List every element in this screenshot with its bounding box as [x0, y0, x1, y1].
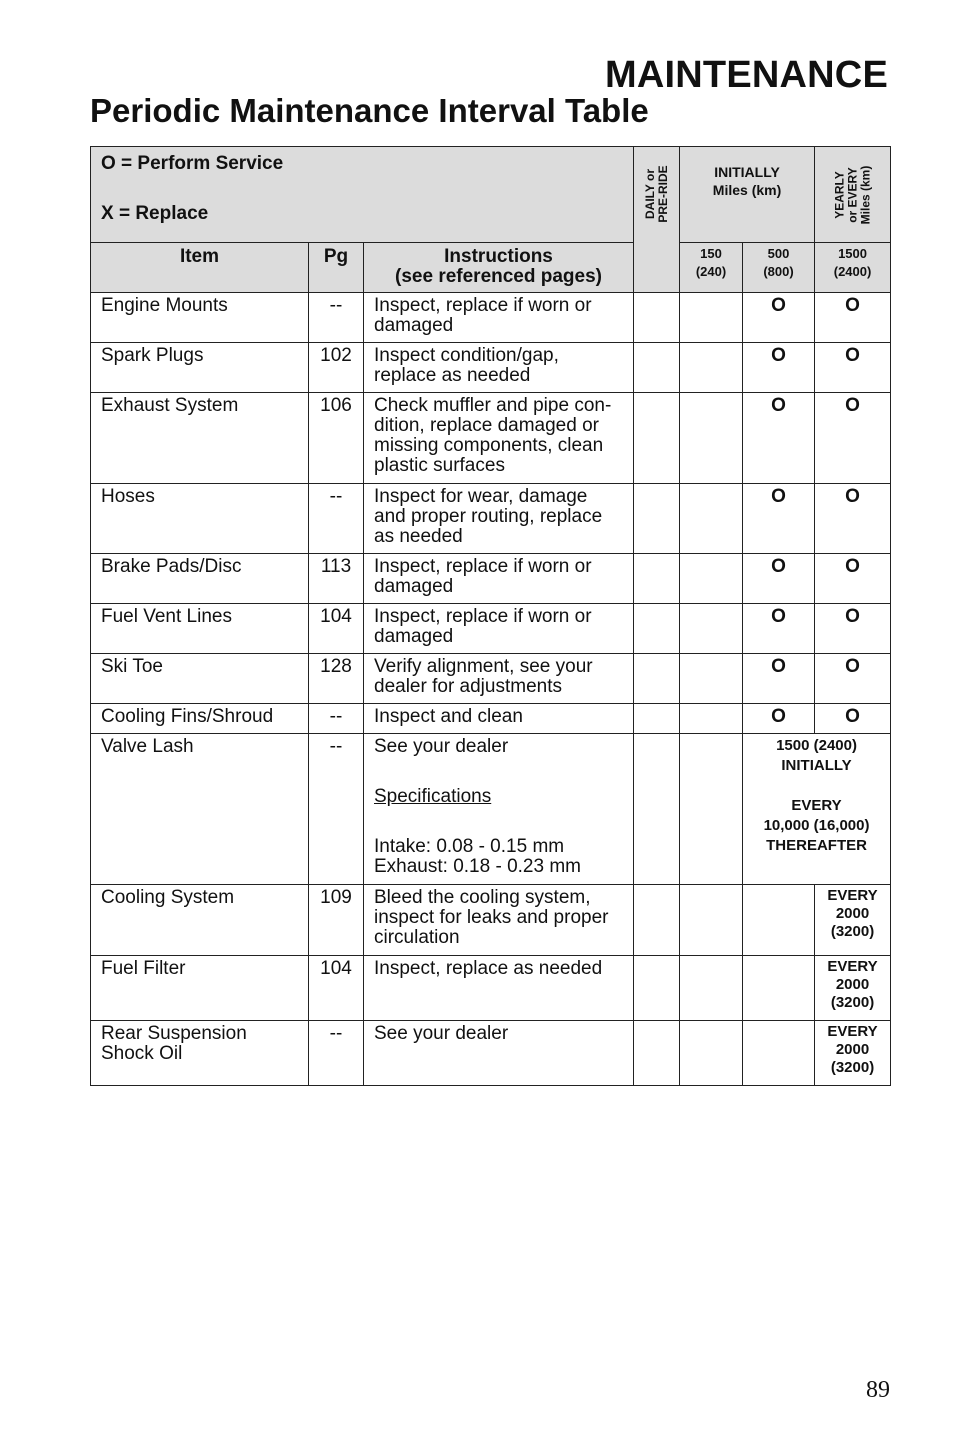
note-line: EVERY: [827, 1023, 878, 1040]
interval-150-cell: [680, 1021, 743, 1086]
yearly-mark: O: [815, 704, 891, 734]
note-line: (3200): [830, 923, 875, 940]
instruction-line: Verify alignment, see your: [374, 656, 593, 677]
pg-cell: 128: [309, 654, 364, 704]
item-line: Rear Suspension: [101, 1023, 247, 1044]
note-line: INITIALLY: [781, 757, 852, 774]
interval-150-cell: [680, 604, 743, 654]
yearly-note: [815, 956, 891, 1021]
interval-150-header: [680, 243, 743, 293]
instruction-line: as needed: [374, 526, 463, 547]
instruction-line: damaged: [374, 576, 454, 597]
item-cell: Exhaust System: [91, 393, 309, 484]
spec-intake: Intake: 0.08 - 0.15 mm: [374, 836, 565, 857]
instructions-cell: [364, 704, 634, 734]
instructions-cell: [364, 393, 634, 484]
instructions-header-line2: (see referenced pages): [395, 266, 603, 287]
pg-cell: 102: [309, 343, 364, 393]
interval-500-mark: O: [743, 554, 815, 604]
note-line: (3200): [830, 994, 875, 1011]
yearly-header-line1: YEARLY: [832, 171, 847, 219]
interval-150-cell: [680, 704, 743, 734]
instructions-cell: [364, 343, 634, 393]
daily-cell: [634, 734, 680, 885]
instruction-line: replace as needed: [374, 365, 531, 386]
interval-500-mark: O: [743, 604, 815, 654]
initially-header-line1: INITIALLY: [714, 164, 780, 180]
interval-500-mark: O: [743, 704, 815, 734]
instruction-line: dition, replace damaged or: [374, 415, 599, 436]
daily-cell: [634, 654, 680, 704]
interval-150-cell: [680, 956, 743, 1021]
yearly-note: [815, 885, 891, 956]
instruction-line: missing components, clean: [374, 435, 604, 456]
interval-150-cell: [680, 734, 743, 885]
table-row: [91, 1021, 891, 1086]
instructions-cell: [364, 885, 634, 956]
yearly-mark: O: [815, 554, 891, 604]
interval-150-cell: [680, 885, 743, 956]
table-row: [91, 704, 891, 734]
note-line: 2000: [835, 1041, 870, 1058]
daily-cell: [634, 293, 680, 343]
instructions-cell: [364, 734, 634, 885]
daily-cell: [634, 1021, 680, 1086]
interval-500-mark: O: [743, 343, 815, 393]
item-cell: Valve Lash: [91, 734, 309, 885]
legend-perform: O = Perform Service: [101, 153, 284, 174]
yearly-mark: O: [815, 293, 891, 343]
note-line: EVERY: [827, 958, 878, 975]
daily-cell: [634, 484, 680, 554]
interval-150-cell: [680, 554, 743, 604]
legend-replace: X = Replace: [101, 203, 209, 224]
pg-cell: --: [309, 293, 364, 343]
valve-lash-interval-note: [743, 734, 891, 885]
interval-150-cell: [680, 654, 743, 704]
instruction-line: damaged: [374, 315, 454, 336]
instruction-line: Bleed the cooling system,: [374, 887, 591, 908]
note-line: 1500 (2400): [776, 737, 857, 754]
pg-cell: --: [309, 1021, 364, 1086]
table-row: [91, 554, 891, 604]
interval-150-line1: 150: [700, 246, 722, 261]
yearly-mark: O: [815, 604, 891, 654]
interval-1500-header: [815, 243, 891, 293]
interval-500-cell: [743, 885, 815, 956]
pg-cell: 104: [309, 956, 364, 1021]
item-column-header: Item: [91, 243, 309, 293]
interval-500-mark: O: [743, 293, 815, 343]
yearly-note: [815, 1021, 891, 1086]
item-cell: Cooling Fins/Shroud: [91, 704, 309, 734]
item-cell: Fuel Vent Lines: [91, 604, 309, 654]
daily-cell: [634, 393, 680, 484]
yearly-mark: O: [815, 343, 891, 393]
instruction-line: Inspect, replace as needed: [374, 958, 603, 979]
table-row: [91, 734, 891, 885]
initially-header: [680, 147, 815, 243]
interval-500-line1: 500: [767, 246, 790, 261]
instruction-line: dealer for adjustments: [374, 676, 562, 697]
daily-cell: [634, 554, 680, 604]
daily-header-line1: DAILY or: [642, 169, 657, 220]
pg-cell: --: [309, 704, 364, 734]
table-row: [91, 343, 891, 393]
daily-cell: [634, 604, 680, 654]
note-line: THEREAFTER: [766, 837, 867, 854]
specifications-label: Specifications: [374, 786, 492, 807]
table-row: [91, 484, 891, 554]
instruction-line: Inspect, replace if worn or: [374, 295, 592, 316]
pg-cell: 109: [309, 885, 364, 956]
instruction-line: Inspect, replace if worn or: [374, 556, 592, 577]
table-row: [91, 956, 891, 1021]
instruction-line: Inspect condition/gap,: [374, 345, 559, 366]
instruction-line: damaged: [374, 626, 454, 647]
interval-150-cell: [680, 484, 743, 554]
item-cell: [91, 1021, 309, 1086]
section-title: MAINTENANCE: [605, 54, 888, 96]
instruction-line: Inspect and clean: [374, 706, 523, 727]
daily-cell: [634, 956, 680, 1021]
legend-cell: [91, 147, 634, 243]
table-row: [91, 885, 891, 956]
instructions-cell: [364, 554, 634, 604]
yearly-mark: O: [815, 484, 891, 554]
interval-500-line2: (800): [763, 264, 794, 279]
instruction-line: Check muffler and pipe con-: [374, 395, 612, 416]
instructions-column-header: [364, 243, 634, 293]
pg-cell: 113: [309, 554, 364, 604]
maintenance-interval-table: [90, 146, 891, 1086]
note-line: EVERY: [827, 887, 878, 904]
table-row: [91, 393, 891, 484]
daily-header: [634, 147, 680, 293]
interval-500-cell: [743, 1021, 815, 1086]
instructions-cell: [364, 956, 634, 1021]
pg-cell: --: [309, 734, 364, 885]
yearly-mark: O: [815, 654, 891, 704]
yearly-mark: O: [815, 393, 891, 484]
interval-1500-line1: 1500: [838, 246, 867, 261]
instructions-cell: [364, 654, 634, 704]
item-cell: Spark Plugs: [91, 343, 309, 393]
item-cell: Hoses: [91, 484, 309, 554]
interval-500-header: [743, 243, 815, 293]
instruction-line: See your dealer: [374, 1023, 509, 1044]
daily-cell: [634, 343, 680, 393]
interval-500-mark: O: [743, 393, 815, 484]
instructions-cell: [364, 604, 634, 654]
note-line: 2000: [835, 905, 870, 922]
daily-header-line2: PRE-RIDE: [655, 165, 670, 223]
spec-exhaust: Exhaust: 0.18 - 0.23 mm: [374, 856, 581, 877]
interval-150-cell: [680, 393, 743, 484]
note-line: (3200): [830, 1059, 875, 1076]
item-cell: Cooling System: [91, 885, 309, 956]
pg-cell: --: [309, 484, 364, 554]
item-line: Shock Oil: [101, 1043, 183, 1064]
note-line: 2000: [835, 976, 870, 993]
note-line: EVERY: [791, 797, 842, 814]
pg-cell: 104: [309, 604, 364, 654]
interval-150-line2: (240): [695, 264, 727, 279]
pg-column-header: Pg: [309, 243, 364, 293]
page-title: Periodic Maintenance Interval Table: [90, 92, 649, 129]
interval-500-cell: [743, 956, 815, 1021]
instruction-line: plastic surfaces: [374, 455, 505, 476]
pg-cell: 106: [309, 393, 364, 484]
yearly-header-line3: Miles (km): [858, 165, 873, 225]
initially-header-line2: Miles (km): [712, 182, 782, 198]
daily-cell: [634, 885, 680, 956]
item-cell: Brake Pads/Disc: [91, 554, 309, 604]
instruction-line: See your dealer: [374, 736, 509, 757]
note-line: 10,000 (16,000): [763, 817, 870, 834]
interval-150-cell: [680, 343, 743, 393]
page-number: 89: [866, 1377, 890, 1403]
note-line: [743, 776, 890, 796]
interval-1500-line2: (2400): [833, 264, 872, 279]
instruction-line: and proper routing, replace: [374, 506, 603, 527]
instruction-line: inspect for leaks and proper: [374, 907, 609, 928]
interval-500-mark: O: [743, 654, 815, 704]
table-row: [91, 293, 891, 343]
instruction-line: Inspect, replace if worn or: [374, 606, 592, 627]
instructions-cell: [364, 484, 634, 554]
yearly-header-line2: or EVERY: [845, 167, 860, 223]
item-cell: Fuel Filter: [91, 956, 309, 1021]
daily-cell: [634, 704, 680, 734]
instruction-line: Inspect for wear, damage: [374, 486, 588, 507]
interval-500-mark: O: [743, 484, 815, 554]
instructions-header-line1: Instructions: [444, 246, 553, 267]
instruction-line: circulation: [374, 927, 460, 948]
item-cell: Engine Mounts: [91, 293, 309, 343]
item-cell: Ski Toe: [91, 654, 309, 704]
interval-150-cell: [680, 293, 743, 343]
yearly-header: [815, 147, 891, 243]
table-row: [91, 604, 891, 654]
instructions-cell: [364, 1021, 634, 1086]
instructions-cell: [364, 293, 634, 343]
table-row: [91, 654, 891, 704]
